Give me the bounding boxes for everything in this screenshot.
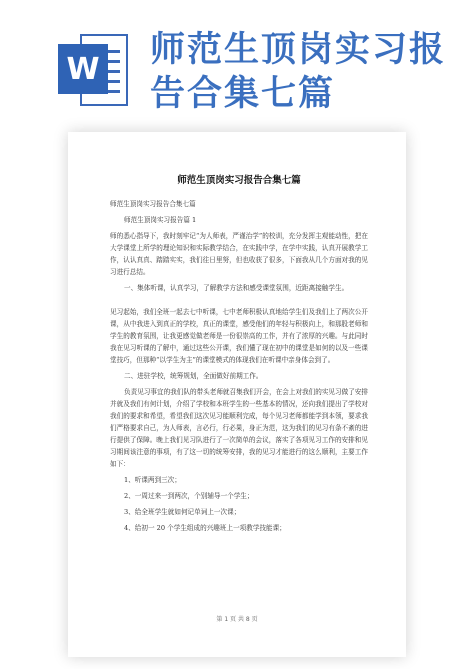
doc-paragraph: 二、进驻学校，统筹规划，全面做好前期工作。 [124, 372, 263, 380]
doc-paragraph: 2、一周过来一到两次，个别辅导一个学生； [124, 492, 254, 500]
cover-banner [0, 0, 474, 120]
word-badge: W [58, 44, 108, 94]
doc-paragraph: 负责见习事宜的我们队的带头老师就召集我们开会，在会上对我们的实见习做了安排并就及我们有何计划，介绍了学校和本班学生的一些基本的情况，还向我们提出了学校对我们的要求和希望，希望我们这次见习能顺利完成，每个见习老师都能学到本领，要求我们严格要求自己，为人师表，言必行，行必果，身正为范，这为我们的见习有条不紊的进行提供了保障。晚上我们见习队进行了一次简单的会议，落实了各项见习工作的安排和见习期间该注意的事项，有了这一切的统筹安排，我的见习才能进行的这么顺利，主要工作如下： [110, 388, 368, 468]
doc-paragraph: 师范生顶岗实习报告合集七篇 [110, 200, 196, 208]
doc-paragraph: 3、给全班学生就如何记单词上一次课； [124, 508, 241, 516]
doc-paragraph: 见习起始，我们全班一起去七中听课，七中老师积极认真地给学生们及我们上了两次公开课，从中我进入到真正的学校，真正的课堂，感受他们的年轻与积极向上，和那股老师和学生的教育氛围，让我更感觉做老师是一份很崇高的工作，并有了浓厚的兴趣。与此同时我在见习听课的了解中，通过这些公开课，我们懂了现在初中的课堂是如何的以及一些课堂技巧，但那种“以学生为主”的课堂模式的体现我们在听课中亲身体会到了。 [110, 308, 368, 364]
document-body [110, 172, 368, 538]
document-title: 师范生顶岗实习报告合集七篇 [177, 175, 301, 186]
document-page [68, 132, 406, 657]
doc-paragraph: 4、给初一 20 个学生组成的兴趣班上一项教学技能课； [124, 524, 286, 532]
doc-paragraph: 1、听课两到三次； [124, 476, 181, 484]
doc-paragraph: 一、集体听课，认真学习，了解教学方法和感受课堂氛围，近距离接触学生。 [124, 284, 349, 292]
doc-paragraph: 师范生顶岗实习报告篇 1 [124, 216, 197, 224]
doc-paragraph: 师的悉心指导下，我时刻牢记“为人师表，严谨治学”的校训，充分发挥主观能动性，把在大学课堂上所学的理论知识和实际教学结合，在实践中学，在学中实践，认真开展教学工作，认认真真、踏踏实实，我们往日里努，但也收获了很多，下面我从几个方面对我的见习进行总结。 [110, 232, 368, 276]
cover-title: 师范生顶岗实习报告合集七篇 [150, 30, 447, 114]
word-document-icon [58, 34, 128, 106]
page-footer: 第 1 页 共 8 页 [216, 616, 258, 623]
